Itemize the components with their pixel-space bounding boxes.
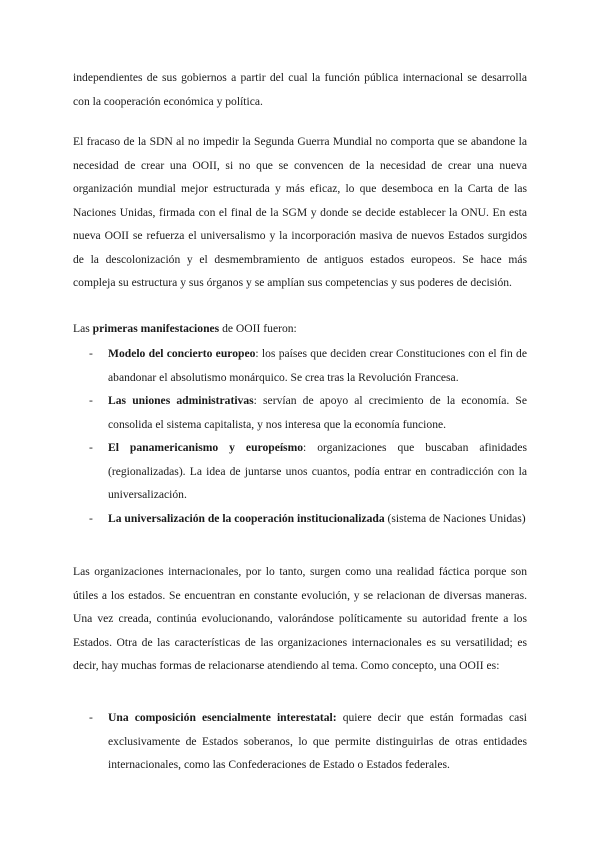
list-item [73, 706, 527, 777]
list-item [73, 342, 527, 389]
bold-term: Las uniones administrativas [108, 394, 254, 407]
paragraph-first-manifestations [73, 317, 527, 341]
list-item [73, 389, 527, 436]
bold-term: Una composición esencialmente interestatal: [108, 711, 337, 724]
list-item [73, 507, 527, 531]
bold-term: El panamericanismo y europeísmo [108, 441, 304, 454]
text-run: de OOII fueron: [219, 322, 297, 335]
list-dash: - [89, 711, 93, 724]
list-item [73, 436, 527, 507]
list-text: : los países que deciden crear Constituciones con el fin de abandonar el absolutismo monárquico. Se crea tras la Revolución Francesa. [108, 347, 527, 384]
paragraph-text: independientes de sus gobiernos a partir del cual la función pública internacional se desarrolla con la cooperación económica y política. [73, 71, 527, 108]
paragraph-text [73, 317, 527, 341]
list-dash: - [89, 511, 93, 525]
bold-term: La universalización de la cooperación institucionalizada [108, 511, 385, 525]
paragraph-concept [73, 560, 527, 678]
manifestations-list [73, 342, 527, 530]
list-text: : servían de apoyo al crecimiento de la economía. Se consolida el sistema capitalista, y nos interesa que la economía funcione. [108, 394, 527, 431]
list-dash: - [89, 347, 93, 360]
list-text: quiere decir que están formadas casi exclusivamente de Estados soberanos, lo que permite distinguirlas de otras entidades internacionales, como las Confederaciones de Estado o Estados federales. [108, 711, 527, 771]
paragraph-text: El fracaso de la SDN al no impedir la Segunda Guerra Mundial no comporta que se abandone la necesidad de crear una OOII, si no que se convencen de la necesidad de crear una nueva organización mundial mejor estructurada y más eficaz, lo que desemboca en la Carta de las Naciones Unidas, firmada con el final de la SGM y donde se decide establecer la ONU. En esta nueva OOII se refuerza el universalismo y la incorporación masiva de nuevos Estados surgidos de la descolonización y el desmembramiento de antiguos estados europeos. Se hace más compleja su estructura y sus órganos y se amplían sus competencias y sus poderes de decisión. [73, 135, 527, 289]
paragraph-sdn-failure [73, 130, 527, 295]
bold-term: Modelo del concierto europeo [108, 347, 256, 360]
concept-list [73, 706, 527, 777]
list-dash: - [89, 441, 93, 454]
list-text: : organizaciones que buscaban afinidades (regionalizadas). La idea de juntarse unos cuantos, podía entrar en contradicción con la universalización. [108, 441, 527, 501]
text-run: Las [73, 322, 93, 335]
paragraph-intro [73, 66, 527, 113]
list-dash: - [89, 394, 93, 407]
paragraph-text: Las organizaciones internacionales, por lo tanto, surgen como una realidad fáctica porque son útiles a los estados. Se encuentran en constante evolución, y se relacionan de diversas maneras. Una vez creada, continúa evolucionando, valorándose políticamente su autoridad frente a los Estados. Otra de las características de las organizaciones internacionales es su versatilidad; es decir, hay muchas formas de relacionarse atendiendo al tema. Como concepto, una OOII es: [73, 565, 527, 672]
bold-term: primeras manifestaciones [92, 322, 220, 335]
list-text: (sistema de Naciones Unidas) [384, 511, 526, 525]
